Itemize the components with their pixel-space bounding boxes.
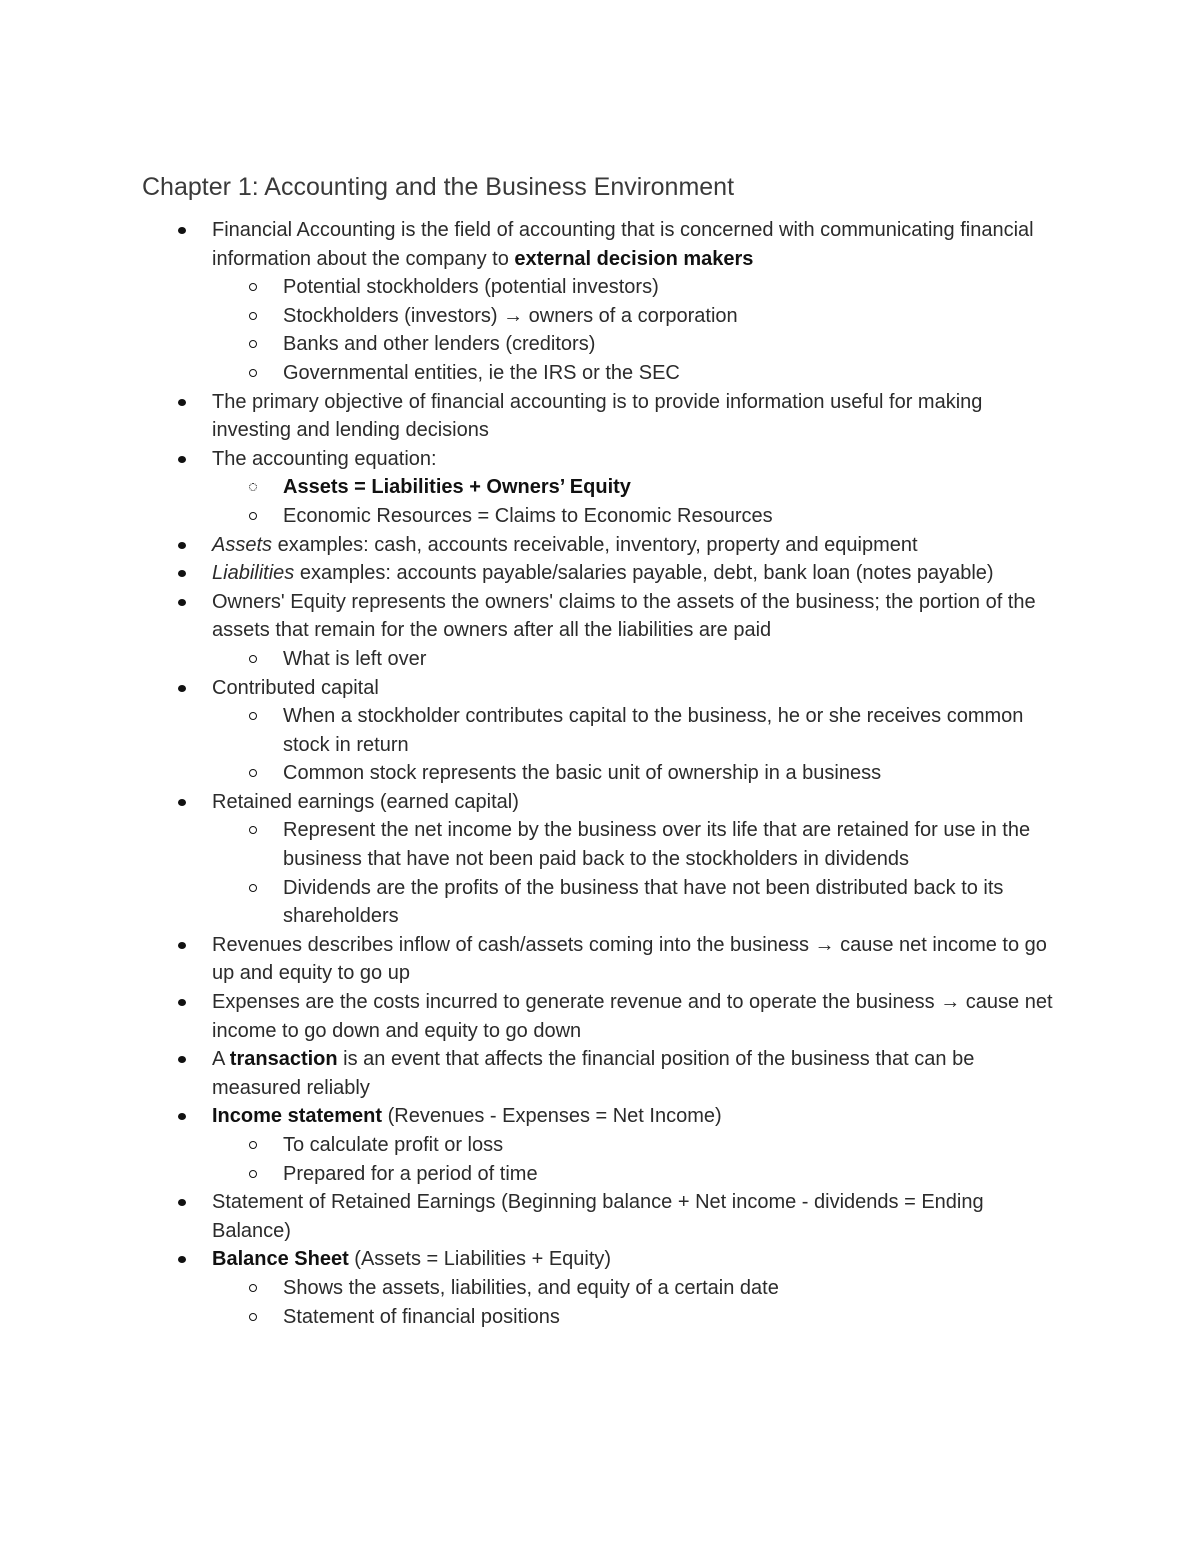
text-run: examples: accounts payable/salaries payable, debt, bank loan (notes payable) (294, 562, 994, 585)
filled-bullet-icon (178, 542, 186, 549)
list-item-text (212, 1048, 974, 1099)
list-item-text (283, 362, 680, 384)
list-item-text (212, 791, 519, 813)
notes-list (0, 216, 1200, 1331)
italic-term: Liabilities (212, 562, 295, 585)
hollow-bullet-icon (249, 369, 257, 377)
filled-bullet-icon (178, 456, 186, 463)
hollow-bullet-icon (249, 712, 257, 720)
list-item-text (283, 1306, 560, 1328)
filled-bullet-icon (178, 399, 186, 406)
page-title: Chapter 1: Accounting and the Business Environment (142, 173, 735, 201)
text-run: examples: cash, accounts receivable, inventory, property and equipment (272, 533, 918, 556)
filled-bullet-icon (178, 1056, 186, 1063)
text-run: Economic Resources = Claims to Economic Resources (283, 504, 773, 527)
text-run: To calculate profit or loss (283, 1134, 504, 1156)
list-item (0, 1245, 1060, 1274)
text-run: A (212, 1048, 230, 1071)
list-item (0, 559, 1060, 588)
filled-bullet-icon (178, 1199, 186, 1206)
hollow-bullet-icon (249, 884, 257, 892)
sub-list-item (0, 359, 1060, 388)
bold-term: Balance Sheet (212, 1248, 349, 1271)
list-item (0, 531, 1060, 560)
hollow-bullet-icon (249, 769, 257, 777)
sub-list-item (0, 816, 1060, 873)
list-item-text (283, 1277, 779, 1299)
sub-list-item (0, 302, 1060, 331)
filled-bullet-icon (178, 570, 186, 577)
list-item-text (212, 991, 1053, 1042)
list-item-text (212, 591, 1036, 642)
list-item-text (283, 648, 426, 670)
text-run: Dividends are the profits of the business that have not been distributed back to its shareholders (283, 876, 1004, 928)
bold-term: Assets = Liabilities + Owners’ Equity (283, 476, 631, 499)
text-run: Statement of financial positions (283, 1305, 560, 1328)
list-item-text (212, 934, 1047, 985)
sub-list-item (0, 1160, 1060, 1189)
list-item (0, 931, 1060, 988)
list-item-text (283, 705, 1023, 756)
list-item (0, 216, 1060, 273)
hollow-bullet-icon (249, 1170, 257, 1178)
list-item-text (212, 677, 379, 699)
filled-bullet-icon (178, 685, 186, 692)
hollow-bullet-icon (249, 1141, 257, 1149)
list-item (0, 445, 1060, 474)
list-item-text (283, 877, 1003, 928)
list-item (0, 1102, 1060, 1131)
bold-term: transaction (229, 1048, 338, 1071)
text-run: Statement of Retained Earnings (Beginning balance + Net income - dividends = Ending Balance) (212, 1191, 984, 1242)
filled-bullet-icon (178, 799, 186, 806)
list-item-text (283, 333, 595, 355)
text-run: Common stock represents the basic unit of ownership in a business (283, 762, 882, 785)
filled-bullet-icon (178, 1113, 186, 1120)
filled-bullet-icon (178, 999, 186, 1006)
list-item-text (212, 1248, 611, 1270)
sub-list-item (0, 330, 1060, 359)
sub-list-item (0, 473, 1060, 502)
hollow-bullet-icon (249, 1313, 257, 1321)
sub-list-item (0, 1274, 1060, 1303)
text-run: Banks and other lenders (creditors) (283, 333, 596, 356)
text-run: Retained earnings (earned capital) (212, 790, 519, 813)
list-item-text (283, 276, 659, 298)
hollow-bullet-icon (249, 483, 257, 491)
list-item-text (212, 562, 994, 584)
list-item (0, 388, 1060, 445)
list-item-text (212, 1105, 722, 1127)
bold-term: external decision makers (514, 247, 754, 270)
sub-list-item (0, 1303, 1060, 1332)
hollow-bullet-icon (249, 1284, 257, 1292)
list-item-text (212, 534, 918, 556)
text-run: Owners' Equity represents the owners' claims to the assets of the business; the portion of the assets that remain for the owners after all the liabilities are paid (212, 590, 1036, 642)
text-run: What is left over (283, 647, 427, 670)
hollow-bullet-icon (249, 655, 257, 663)
list-item (0, 1045, 1060, 1102)
hollow-bullet-icon (249, 826, 257, 834)
sub-list-item (0, 645, 1060, 674)
filled-bullet-icon (178, 227, 186, 234)
hollow-bullet-icon (249, 512, 257, 520)
filled-bullet-icon (178, 942, 186, 949)
list-item-text (212, 448, 437, 470)
list-item (0, 1188, 1060, 1245)
sub-list-item (0, 273, 1060, 302)
hollow-bullet-icon (249, 283, 257, 291)
list-item-text (283, 762, 881, 784)
sub-list-item (0, 1131, 1060, 1160)
filled-bullet-icon (178, 599, 186, 606)
hollow-bullet-icon (249, 312, 257, 320)
italic-term: Assets (212, 533, 273, 556)
text-run: (Revenues - Expenses = Net Income) (382, 1105, 722, 1128)
text-run: Represent the net income by the business over its life that are retained for use in the business that have not been paid back to the stockholders in dividends (283, 819, 1031, 871)
text-run: Potential stockholders (potential investors) (283, 276, 659, 299)
sub-list-item (0, 502, 1060, 531)
list-item (0, 674, 1060, 703)
list-item-text (283, 1134, 503, 1156)
sub-list-item (0, 702, 1060, 759)
list-item (0, 788, 1060, 817)
sub-list-item (0, 759, 1060, 788)
list-item-text (283, 505, 773, 527)
text-run: The accounting equation: (212, 447, 437, 470)
list-item-text (212, 1191, 984, 1242)
text-run: Governmental entities, ie the IRS or the SEC (283, 361, 680, 384)
text-run: Shows the assets, liabilities, and equity of a certain date (283, 1276, 779, 1299)
list-item-text (283, 305, 738, 327)
text-run: Expenses are the costs incurred to generate revenue and to operate the business → cause net income to go down and equity to go down (212, 991, 1053, 1042)
bold-term: Income statement (212, 1105, 383, 1128)
text-run: Contributed capital (212, 676, 379, 699)
list-item-text (283, 819, 1030, 870)
text-run: (Assets = Liabilities + Equity) (348, 1248, 612, 1271)
sub-list-item (0, 874, 1060, 931)
text-run: Financial Accounting is the field of accounting that is concerned with communicating financial information about the company to (212, 219, 1034, 270)
list-item-text (283, 476, 631, 498)
list-item-text (212, 219, 1034, 270)
text-run: Stockholders (investors) → owners of a corporation (283, 304, 738, 327)
text-run: When a stockholder contributes capital to the business, he or she receives common stock in return (283, 705, 1024, 756)
text-run: Revenues describes inflow of cash/assets coming into the business → cause net income to go up and equity to go up (212, 933, 1047, 985)
list-item (0, 588, 1060, 645)
list-item-text (212, 391, 982, 442)
list-item-text (283, 1163, 538, 1185)
filled-bullet-icon (178, 1256, 186, 1263)
text-run: is an event that affects the financial position of the business that can be measured reliably (212, 1048, 975, 1099)
hollow-bullet-icon (249, 340, 257, 348)
text-run: The primary objective of financial accounting is to provide information useful for making investing and lending decisions (212, 390, 983, 442)
list-item (0, 988, 1060, 1045)
text-run: Prepared for a period of time (283, 1162, 538, 1185)
